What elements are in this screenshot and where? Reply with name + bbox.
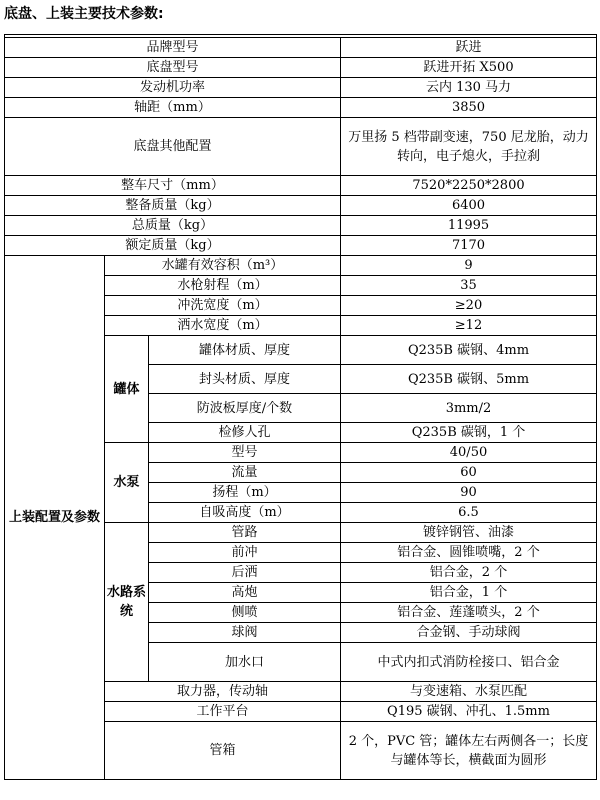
row-value: 中式内扣式消防栓接口、铝合金 — [341, 643, 597, 682]
row-label: 流量 — [149, 463, 341, 483]
row-label: 取力器，传动轴 — [105, 682, 341, 702]
group-label-tank: 罐体 — [105, 336, 149, 443]
row-value: 万里扬 5 档带副变速，750 尼龙胎，动力转向，电子熄火，手拉刹 — [341, 118, 597, 176]
row-label: 水枪射程（m） — [105, 276, 341, 296]
row-value: 云内 130 马力 — [341, 78, 597, 98]
row-value: 35 — [341, 276, 597, 296]
row-value: 合金钢、手动球阀 — [341, 623, 597, 643]
row-label: 额定质量（kg） — [5, 236, 341, 256]
row-label: 工作平台 — [105, 702, 341, 722]
row-value: 6.5 — [341, 503, 597, 523]
row-value: 铝合金、圆锥喷嘴，2 个 — [341, 543, 597, 563]
row-label: 自吸高度（m） — [149, 503, 341, 523]
row-label: 扬程（m） — [149, 483, 341, 503]
row-label: 品牌型号 — [5, 38, 341, 58]
row-label: 罐体材质、厚度 — [149, 336, 341, 365]
row-label: 防波板厚度/个数 — [149, 394, 341, 423]
row-label: 整车尺寸（mm） — [5, 176, 341, 196]
row-label: 封头材质、厚度 — [149, 365, 341, 394]
row-label: 型号 — [149, 443, 341, 463]
row-value: Q235B 碳钢、4mm — [341, 336, 597, 365]
row-label: 洒水宽度（m） — [105, 316, 341, 336]
row-value: 9 — [341, 256, 597, 276]
row-value: 跃进开拓 X500 — [341, 58, 597, 78]
row-value: 60 — [341, 463, 597, 483]
row-label: 底盘其他配置 — [5, 118, 341, 176]
table-row — [5, 78, 597, 98]
row-value: 40/50 — [341, 443, 597, 463]
row-label: 水罐有效容积（m³） — [105, 256, 341, 276]
row-label: 高炮 — [149, 583, 341, 603]
row-value: 铝合金，1 个 — [341, 583, 597, 603]
row-label: 管路 — [149, 523, 341, 543]
table-row — [5, 98, 597, 118]
row-value: 铝合金、莲蓬喷头，2 个 — [341, 603, 597, 623]
row-value: ≥20 — [341, 296, 597, 316]
row-value: 铝合金，2 个 — [341, 563, 597, 583]
row-label: 前冲 — [149, 543, 341, 563]
table-row — [5, 118, 597, 176]
row-value: Q235B 碳钢、5mm — [341, 365, 597, 394]
row-label: 总质量（kg） — [5, 216, 341, 236]
row-value: ≥12 — [341, 316, 597, 336]
spec-table — [4, 34, 597, 780]
table-row — [5, 38, 597, 58]
row-value: 90 — [341, 483, 597, 503]
row-value: 11995 — [341, 216, 597, 236]
row-value: Q235B 碳钢，1 个 — [341, 423, 597, 443]
row-value: 7520*2250*2800 — [341, 176, 597, 196]
table-row — [5, 236, 597, 256]
row-label: 球阀 — [149, 623, 341, 643]
table-row — [5, 196, 597, 216]
row-value: 6400 — [341, 196, 597, 216]
row-label: 后洒 — [149, 563, 341, 583]
row-value: Q195 碳钢、冲孔、1.5mm — [341, 702, 597, 722]
group-label-water: 水路系统 — [105, 523, 149, 682]
row-label: 管箱 — [105, 722, 341, 780]
row-label: 侧喷 — [149, 603, 341, 623]
table-row — [5, 176, 597, 196]
row-label: 底盘型号 — [5, 58, 341, 78]
row-label: 加水口 — [149, 643, 341, 682]
section-heading: 底盘、上装主要技术参数: — [4, 6, 164, 22]
row-label: 冲洗宽度（m） — [105, 296, 341, 316]
row-value: 跃进 — [341, 38, 597, 58]
row-value: 镀锌钢管、油漆 — [341, 523, 597, 543]
row-label: 发动机功率 — [5, 78, 341, 98]
group-label-pump: 水泵 — [105, 443, 149, 523]
group-label-upper: 上装配置及参数 — [5, 256, 105, 780]
table-row — [5, 216, 597, 236]
row-label: 整备质量（kg） — [5, 196, 341, 216]
row-label: 检修人孔 — [149, 423, 341, 443]
row-value: 2 个，PVC 管；罐体左右两侧各一；长度与罐体等长，横截面为圆形 — [341, 722, 597, 780]
table-row — [5, 58, 597, 78]
row-value: 3850 — [341, 98, 597, 118]
row-value: 与变速箱、水泵匹配 — [341, 682, 597, 702]
table-row — [5, 256, 597, 276]
row-value: 7170 — [341, 236, 597, 256]
row-label: 轴距（mm） — [5, 98, 341, 118]
row-value: 3mm/2 — [341, 394, 597, 423]
